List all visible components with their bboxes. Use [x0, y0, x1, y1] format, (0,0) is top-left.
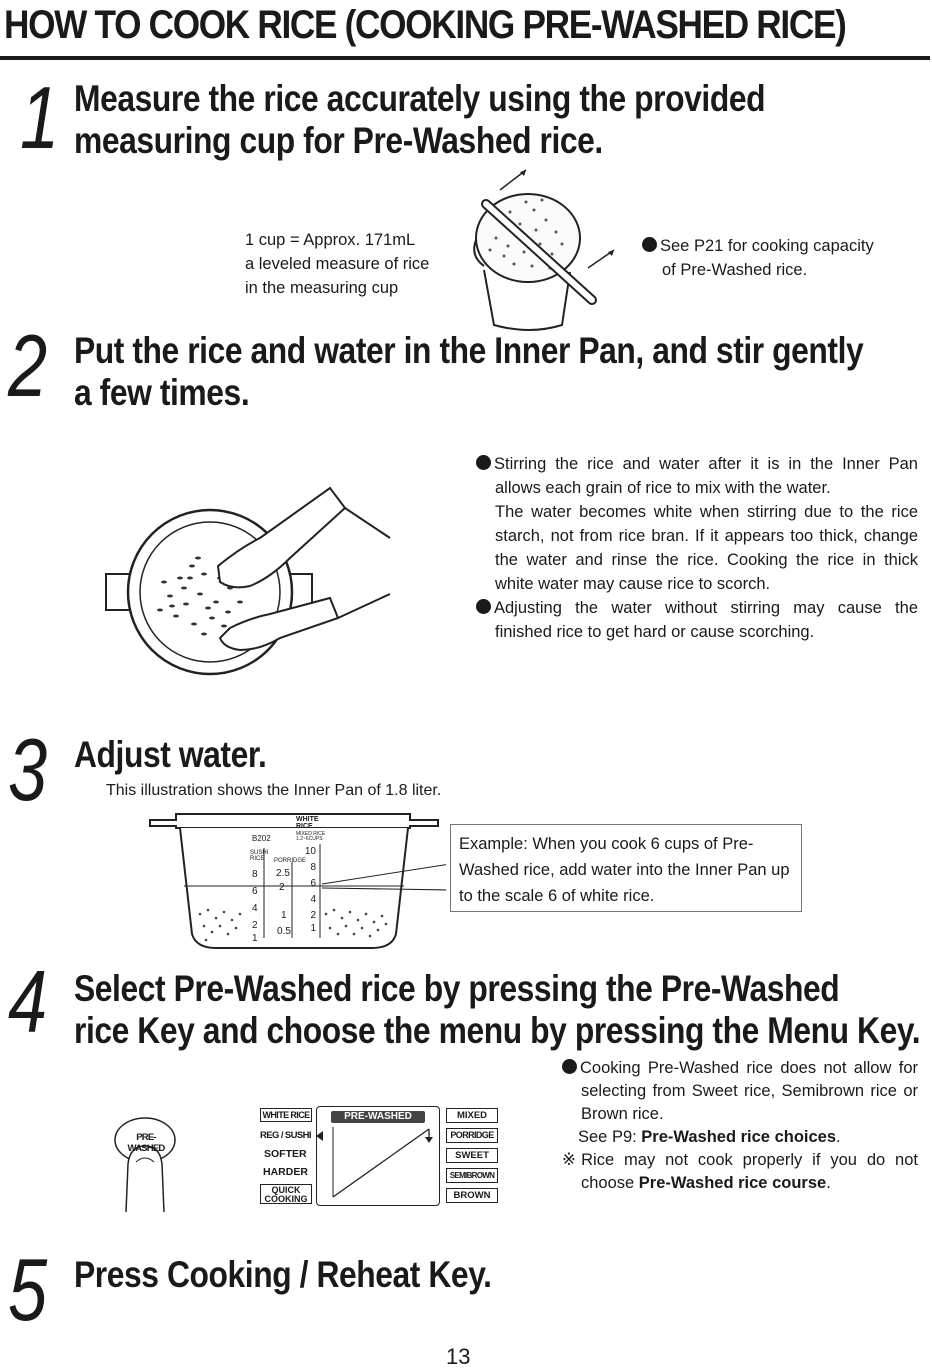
white-rice-label: WHITE RICE: [296, 816, 319, 830]
white-scale-8: 8: [310, 862, 316, 873]
step-4-title-line-2: rice Key and choose the menu by pressing the Menu Key.: [74, 1010, 921, 1051]
capacity-note: [642, 234, 912, 282]
step-4-bullet-1: Cooking Pre-Washed rice does not allow for selecting from Sweet rice, Semibrown rice or Brown rice.: [580, 1059, 918, 1123]
step-4-title-line-1: Select Pre-Washed rice by pressing the Pre-Washed: [74, 968, 840, 1009]
step-4-see-note: [562, 1126, 918, 1149]
sushi-scale-1: 1: [252, 933, 258, 944]
harder-option: HARDER: [263, 1166, 308, 1178]
reg-sushi-option: REG / SUSHI: [260, 1130, 311, 1141]
sushi-scale-6: 6: [252, 886, 258, 897]
white-scale: [302, 844, 316, 934]
bullet-icon: [642, 237, 657, 252]
brown-button[interactable]: BROWN: [446, 1188, 498, 1203]
porridge-label: PORRIDGE: [274, 858, 307, 864]
cup-note-line-3: in the measuring cup: [245, 279, 399, 297]
inner-pan-illustration: [146, 806, 446, 956]
sushi-scale: [252, 866, 258, 944]
menu-selector-arrow-icon: [316, 1131, 324, 1141]
step-4-number: 4: [8, 952, 48, 1051]
title-rule: [0, 56, 930, 60]
step-2-bullet-2: Adjusting the water without stirring may cause the finished rice to get hard or cause scorching.: [494, 599, 918, 641]
cup-note: [245, 228, 429, 300]
cup-note-line-1: 1 cup = Approx. 171mL: [245, 231, 416, 249]
capacity-note-line-2: of Pre-Washed rice.: [662, 261, 808, 279]
page-title: HOW TO COOK RICE (COOKING PRE-WASHED RICE): [4, 3, 846, 47]
warn-suffix: .: [826, 1174, 831, 1192]
sushi-label: SUSHI RICE: [250, 850, 269, 862]
reference-mark-icon: ※: [562, 1151, 582, 1169]
softer-option: SOFTER: [264, 1148, 307, 1160]
step-4-notes: [562, 1057, 918, 1195]
panel-display-label: PRE-WASHED: [331, 1111, 425, 1123]
step-3-number: 3: [8, 720, 48, 819]
warn-prefix: Rice may not cook properly if you do not choose: [581, 1151, 918, 1192]
control-panel-illustration: [258, 1106, 500, 1206]
step-5-number: 5: [8, 1240, 48, 1339]
step-3-title: Adjust water.: [74, 734, 267, 775]
sushi-scale-2: 2: [252, 920, 258, 931]
step-2-bullet-1: Stirring the rice and water after it is in the Inner Pan allows each grain of rice to mix with the water.: [494, 455, 918, 497]
stirring-illustration: [100, 478, 400, 708]
pre-washed-key-label[interactable]: PRE-WASHED: [127, 1132, 165, 1154]
porridge-button[interactable]: PORRIDGE: [446, 1128, 498, 1143]
cup-note-line-2: a leveled measure of rice: [245, 255, 430, 273]
step-2-bullet-1-extra: The water becomes white when stirring due to the rice starch, not from rice bran. If it appears too thick, change the water and rinse the rice. Cooking the rice in thick white water may cause rice to scorch.: [495, 503, 918, 593]
white-scale-1: 1: [310, 923, 316, 934]
see-suffix: .: [836, 1128, 841, 1146]
mixed-button[interactable]: MIXED: [446, 1108, 498, 1123]
step-5-title: Press Cooking / Reheat Key.: [74, 1254, 492, 1295]
step-3-subtitle: This illustration shows the Inner Pan of 1.8 liter.: [106, 782, 442, 799]
sushi-scale-8: 8: [252, 869, 258, 880]
white-rice-button[interactable]: WHITE RICE: [260, 1108, 312, 1122]
step-1-number: 1: [20, 68, 60, 167]
white-scale-10: 10: [304, 846, 316, 857]
capacity-note-line-1: See P21 for cooking capacity: [660, 237, 874, 255]
porridge-scale-0-5: 0.5: [277, 926, 291, 937]
pan-model: B202: [252, 834, 271, 843]
semibrown-button[interactable]: SEMIBROWN: [446, 1168, 498, 1183]
step-2-title-line-2: a few times.: [74, 372, 250, 413]
page-number: 13: [446, 1344, 471, 1369]
panel-display: [316, 1106, 440, 1206]
step-2-number: 2: [8, 316, 48, 415]
white-scale-6: 6: [310, 878, 316, 889]
step-1-title-line-1: Measure the rice accurately using the provided: [74, 78, 766, 119]
step-2-title-line-1: Put the rice and water in the Inner Pan, and stir gently: [74, 330, 864, 371]
white-scale-4: 4: [310, 894, 316, 905]
sweet-button[interactable]: SWEET: [446, 1148, 498, 1163]
bullet-icon: [476, 455, 491, 470]
water-example-box: Example: When you cook 6 cups of Pre-Washed rice, add water into the Inner Pan up to the scale 6 of white rice.: [450, 824, 802, 912]
porridge-scale-2-5: 2.5: [276, 868, 290, 879]
sushi-scale-4: 4: [252, 903, 258, 914]
bullet-icon: [476, 599, 491, 614]
warn-bold: Pre-Washed rice course: [638, 1174, 827, 1192]
quick-cooking-button[interactable]: QUICK COOKING: [260, 1184, 312, 1204]
measuring-cup-illustration: [450, 160, 630, 332]
porridge-scale-1: 1: [281, 910, 287, 921]
step-1-title-line-2: measuring cup for Pre-Washed rice.: [74, 120, 603, 161]
porridge-scale-2: 2: [279, 882, 285, 893]
see-link-text: Pre-Washed rice choices: [641, 1128, 837, 1146]
step-2-notes: [476, 452, 918, 644]
bullet-icon: [562, 1059, 577, 1074]
white-scale-2: 2: [310, 910, 316, 921]
white-rice-sub: MIXED RICE 1.2~6CUPS: [296, 831, 326, 842]
pre-washed-key-illustration: [112, 1114, 178, 1214]
see-prefix: See P9:: [578, 1128, 642, 1146]
